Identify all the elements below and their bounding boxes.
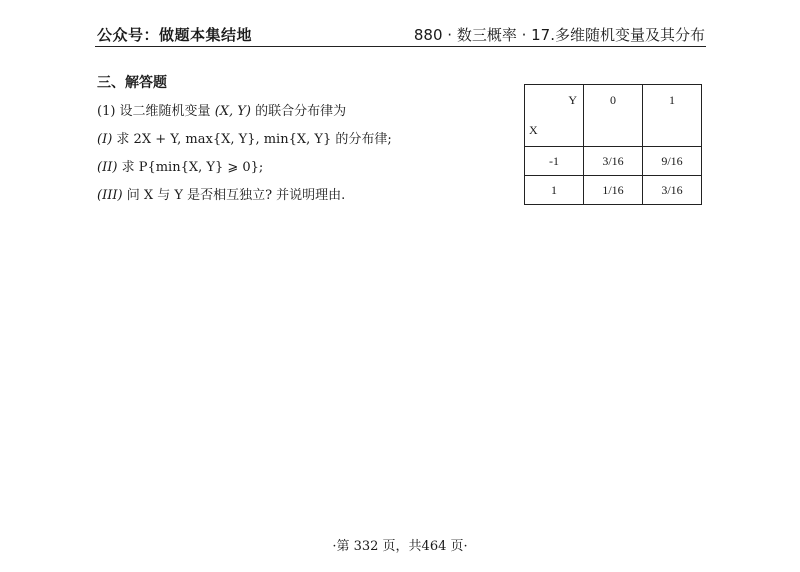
table-cell: 1/16 bbox=[584, 176, 643, 205]
corner-x-label: X bbox=[529, 123, 538, 137]
problem-statement bbox=[97, 100, 346, 119]
row-label-cell: -1 bbox=[525, 147, 584, 176]
question-3-number: (III) bbox=[97, 188, 123, 203]
corner-y-label: Y bbox=[568, 93, 577, 107]
question-3 bbox=[97, 184, 345, 203]
problem-intro-end: 的联合分布律为 bbox=[255, 104, 347, 119]
question-1-text: 求 2X + Y, max{X, Y}, min{X, Y} 的分布律; bbox=[116, 132, 392, 147]
column-header-cell: 1 bbox=[643, 85, 702, 147]
table-cell: 9/16 bbox=[643, 147, 702, 176]
row-label-cell: 1 bbox=[525, 176, 584, 205]
header-chapter: 880 · 数三概率 · 17.多维随机变量及其分布 bbox=[413, 26, 705, 44]
question-2-number: (II) bbox=[97, 160, 118, 175]
joint-distribution-table bbox=[524, 84, 702, 205]
header-rule bbox=[95, 46, 706, 47]
column-header-cell: 0 bbox=[584, 85, 643, 147]
table-corner-cell bbox=[525, 85, 584, 147]
table-header-row bbox=[525, 85, 702, 147]
table-row bbox=[525, 147, 702, 176]
question-3-text: 问 X 与 Y 是否相互独立? 并说明理由. bbox=[126, 188, 346, 203]
problem-variables: (X, Y) bbox=[214, 104, 251, 119]
section-title: 三、解答题 bbox=[97, 75, 167, 91]
question-1-number: (I) bbox=[97, 132, 113, 147]
table-cell: 3/16 bbox=[584, 147, 643, 176]
problem-intro: (1) 设二维随机变量 bbox=[97, 104, 211, 119]
header-source: 公众号：做题本集结地 bbox=[97, 26, 253, 44]
question-2-text: 求 P{min{X, Y} ⩾ 0}; bbox=[121, 160, 264, 175]
question-1 bbox=[97, 128, 392, 147]
question-2 bbox=[97, 156, 263, 175]
table-cell: 3/16 bbox=[643, 176, 702, 205]
page-footer: ·第 332 页，共464 页· bbox=[332, 539, 468, 554]
table-row bbox=[525, 176, 702, 205]
